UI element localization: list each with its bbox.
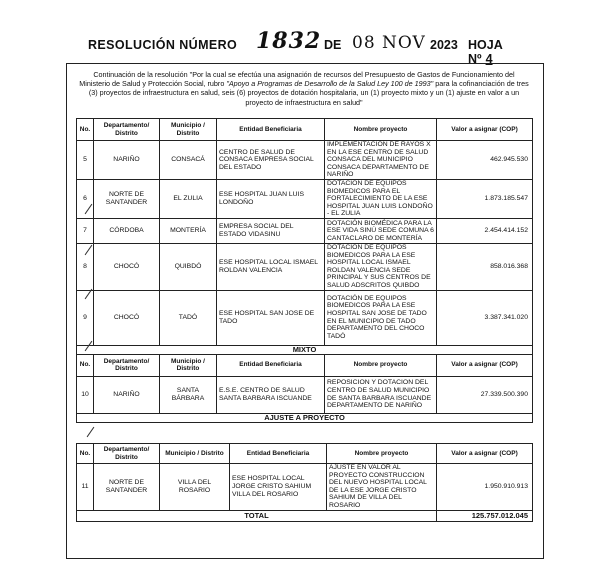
row-no: 7	[77, 218, 94, 243]
col-header-project: Nombre proyecto	[327, 444, 437, 464]
row-project: REPOSICION Y DOTACION DEL CENTRO DE SALUD MUNICIPIO DE SANTA BARBARA ISCUANDE DEPARTAMENTO DE NARIÑO	[325, 376, 437, 413]
table-row	[77, 290, 533, 345]
row-mun: MONTERÍA	[160, 218, 217, 243]
col-header-project: Nombre proyecto	[325, 354, 437, 376]
col-header-mun: Municipio / Distrito	[160, 444, 230, 464]
row-entity: ESE HOSPITAL LOCAL ISMAEL ROLDAN VALENCIA	[217, 243, 325, 290]
row-value: 1.873.185.547	[437, 179, 533, 218]
row-no: 8	[77, 243, 94, 290]
row-value: 858.016.368	[437, 243, 533, 290]
allocation-table	[76, 118, 533, 423]
table-row	[77, 376, 533, 413]
resolution-date: 08 NOV	[352, 33, 426, 53]
row-mun: CONSACÁ	[160, 141, 217, 180]
resolution-number: 1832	[256, 28, 322, 54]
section-row-mixto	[77, 345, 533, 354]
col-header-entity: Entidad Beneficiaria	[217, 354, 325, 376]
row-project: DOTACION DE EQUIPOS BIOMEDICOS PARA LA ESE HOSPITAL LOCAL ISMAEL ROLDAN VALENCIA SEDE PRINCIPAL Y SUS CENTROS DE SALUD ADSCRITOS QUIBDO	[325, 243, 437, 290]
row-no: 6	[77, 179, 94, 218]
row-project: DOTACIÓN DE EQUIPOS BIOMEDICOS PARA LA ESE HOSPITAL SAN JOSE DE TADO EN EL MUNICIPIO DE TADO DEPARTAMENTO DEL CHOCO TADÓ	[325, 290, 437, 345]
row-mun: TADÓ	[160, 290, 217, 345]
col-header-mun: Municipio / Distrito	[160, 119, 217, 141]
col-header-entity: Entidad Beneficiaria	[230, 444, 327, 464]
intro-text-italic: "Apoyo a Programas de Desarrollo de la Salud Ley 100 de 1993"	[226, 79, 434, 89]
row-dept: CHOCÓ	[94, 290, 160, 345]
intro-paragraph	[78, 70, 530, 107]
row-entity: E.S.E. CENTRO DE SALUD SANTA BARBARA ISCUANDE	[217, 376, 325, 413]
section-title-ajuste: AJUSTE A PROYECTO	[77, 413, 533, 422]
row-dept: CÓRDOBA	[94, 218, 160, 243]
row-project: DOTACIÓN BIOMÉDICA PARA LA ESE VIDA SINÚ SEDE COMUNA 6 CANTACLARO DE MONTERÍA	[325, 218, 437, 243]
row-no: 5	[77, 141, 94, 180]
row-project: IMPLEMENTACIÓN DE RAYOS X EN LA ESE CENTRO DE SALUD CONSACA DEL MUNICIPIO CONSACA DEPARTAMENTO DE NARIÑO	[325, 141, 437, 180]
page-number: 4	[485, 52, 493, 66]
row-value: 2.454.414.152	[437, 218, 533, 243]
row-entity: EMPRESA SOCIAL DEL ESTADO VIDASINU	[217, 218, 325, 243]
table-header-row	[77, 119, 533, 141]
col-header-value: Valor a asignar (COP)	[437, 354, 533, 376]
row-mun: QUIBDÓ	[160, 243, 217, 290]
col-header-entity: Entidad Beneficiaria	[217, 119, 325, 141]
row-mun: SANTA BÁRBARA	[160, 376, 217, 413]
total-label: TOTAL	[77, 510, 437, 521]
page-indicator	[468, 38, 528, 66]
row-dept: NORTE DE SANTANDER	[94, 179, 160, 218]
row-no: 9	[77, 290, 94, 345]
col-header-dept: Departamento/ Distrito	[94, 444, 160, 464]
col-header-no: No.	[77, 354, 94, 376]
section-title-mixto: MIXTO	[77, 345, 533, 354]
table-header-row	[77, 444, 533, 464]
row-project: AJUSTE EN VALOR AL PROYECTO CONSTRUCCION DEL NUEVO HOSPITAL LOCAL DE LA ESE JORGE CRISTO SAHIUM DE VILLA DEL ROSARIO	[327, 464, 437, 511]
row-entity: ESE HOSPITAL JUAN LUIS LONDOÑO	[217, 179, 325, 218]
table-row	[77, 218, 533, 243]
table-row	[77, 141, 533, 180]
row-project: DOTACION DE EQUIPOS BIOMEDICOS PARA EL FORTALECIMIENTO DE LA ESE HOSPITAL JUAN LUIS LONDOÑO - EL ZULIA	[325, 179, 437, 218]
resolution-year: 2023	[430, 38, 458, 52]
row-value: 462.945.530	[437, 141, 533, 180]
row-value: 1.950.910.913	[437, 464, 533, 511]
row-dept: NARIÑO	[94, 376, 160, 413]
row-no: 10	[77, 376, 94, 413]
col-header-value: Valor a asignar (COP)	[437, 444, 533, 464]
col-header-project: Nombre proyecto	[325, 119, 437, 141]
section-row-ajuste	[77, 413, 533, 422]
row-mun: EL ZULIA	[160, 179, 217, 218]
intro-text-2: para la cofinanciación de tres (3) proyectos de infraestructura en salud, seis (6) proyectos de dotación hospitalaria, un (1) proyecto mixto y un (1) ajuste en valor a un proyecto de infraestructura en salud"	[88, 79, 529, 107]
col-header-no: No.	[77, 444, 94, 464]
intro-text-1: Continuación de la resolución "Por la cual se efectúa una asignación de recursos del Presupuesto de Gastos de Funcionamiento del Ministerio de Salud y Protección Social, rubro	[79, 70, 515, 89]
row-entity: CENTRO DE SALUD DE CONSACA EMPRESA SOCIAL DEL ESTADO	[217, 141, 325, 180]
table-header-row	[77, 354, 533, 376]
col-header-mun: Municipio / Distrito	[160, 354, 217, 376]
col-header-no: No.	[77, 119, 94, 141]
table-row	[77, 464, 533, 511]
row-mun: VILLA DEL ROSARIO	[160, 464, 230, 511]
row-entity: ESE HOSPITAL SAN JOSE DE TADO	[217, 290, 325, 345]
col-header-dept: Departamento/ Distrito	[94, 119, 160, 141]
col-header-dept: Departamento/ Distrito	[94, 354, 160, 376]
row-no: 11	[77, 464, 94, 511]
table-row	[77, 243, 533, 290]
row-value: 3.387.341.020	[437, 290, 533, 345]
row-dept: CHOCÓ	[94, 243, 160, 290]
table-row	[77, 179, 533, 218]
resolution-title: RESOLUCIÓN NÚMERO	[88, 38, 238, 52]
date-label: DE	[324, 38, 342, 52]
resolution-header	[88, 20, 528, 66]
col-header-value: Valor a asignar (COP)	[437, 119, 533, 141]
total-row	[77, 510, 533, 521]
row-dept: NARIÑO	[94, 141, 160, 180]
row-value: 27.339.500.390	[437, 376, 533, 413]
row-dept: NORTE DE SANTANDER	[94, 464, 160, 511]
page-label: HOJA Nº	[468, 38, 503, 66]
adjustment-table	[76, 443, 533, 522]
total-value: 125.757.012.045	[437, 510, 533, 521]
row-entity: ESE HOSPITAL LOCAL JORGE CRISTO SAHIUM VILLA DEL ROSARIO	[230, 464, 327, 511]
